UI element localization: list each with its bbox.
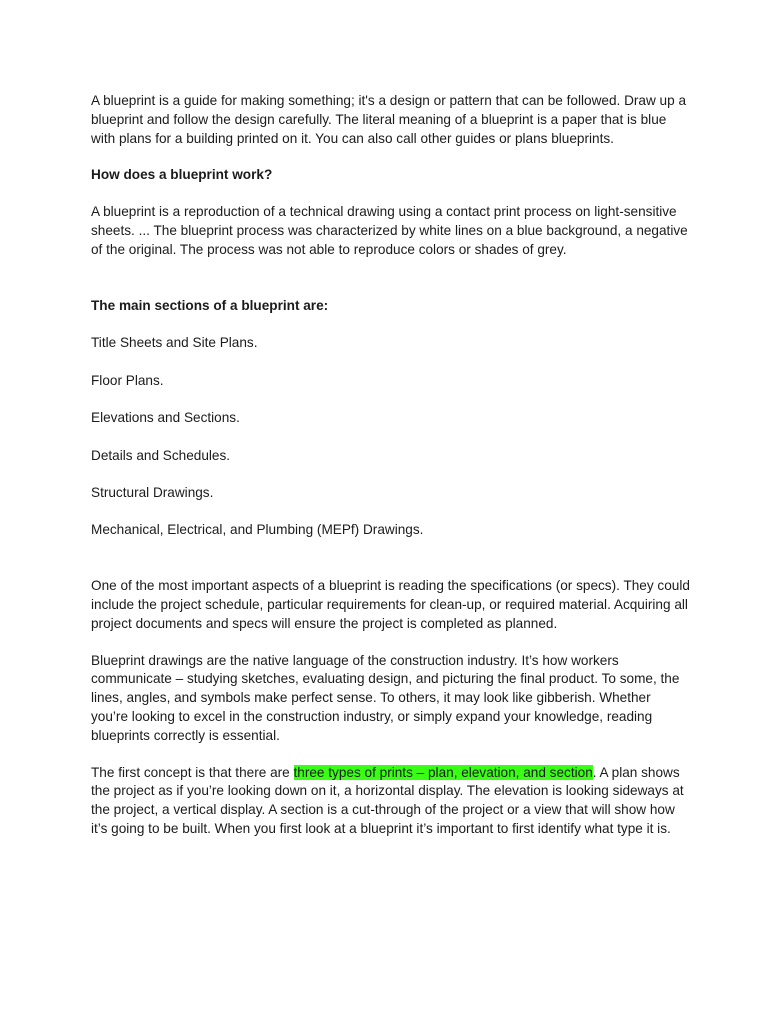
language-paragraph: Blueprint drawings are the native language of the construction industry. It’s how workers communicate – studying sketches, evaluating design, and picturing the final product. To some, the lines, angles, and symbols make perfect sense. To others, it may look like gibberish. Whether you’re looking to excel in the construction industry, or simply expand your knowledge, reading blueprints correctly is essential. <box>91 652 680 743</box>
concept-text-after: . A plan shows the project as if you’re looking down on it, a horizontal display. The elevation is looking sideways at the project, a vertical display. A section is a cut-through of the project or a view that will show how it’s going to be built. When you first look at a blueprint it’s important to first identify what type it is. <box>91 764 684 837</box>
concept-paragraph <box>91 764 691 839</box>
highlighted-text: three types of prints – plan, elevation, and section <box>293 764 593 780</box>
list-item: Mechanical, Electrical, and Plumbing (MEPf) Drawings. <box>91 522 424 538</box>
list-item: Structural Drawings. <box>91 485 214 500</box>
sections-list <box>91 334 691 540</box>
list-item: Title Sheets and Site Plans. <box>91 335 258 351</box>
specs-paragraph: One of the most important aspects of a blueprint is reading the specifications (or specs). They could include the project schedule, particular requirements for clean-up, or required material. Acquiring all project documents and specs will ensure the project is completed as planned. <box>91 578 690 631</box>
list-item: Floor Plans. <box>91 372 164 388</box>
sections-heading: The main sections of a blueprint are: <box>91 297 329 313</box>
list-item: Elevations and Sections. <box>91 410 240 426</box>
how-heading: How does a blueprint work? <box>91 167 273 183</box>
how-paragraph: A blueprint is a reproduction of a technical drawing using a contact print process on light-sensitive sheets. ... The blueprint process was characterized by white lines on a blue background, a negative of the original. The process was not able to reproduce colors or shades of grey. <box>91 204 688 257</box>
concept-text-before: The first concept is that there are <box>91 764 294 780</box>
list-item: Details and Schedules. <box>91 447 231 463</box>
document-body <box>91 92 691 839</box>
intro-paragraph: A blueprint is a guide for making something; it's a design or pattern that can be followed. Draw up a blueprint and follow the design carefully. The literal meaning of a blueprint is a paper that is blue with plans for a building printed on it. You can also call other guides or plans blueprints. <box>91 93 687 146</box>
